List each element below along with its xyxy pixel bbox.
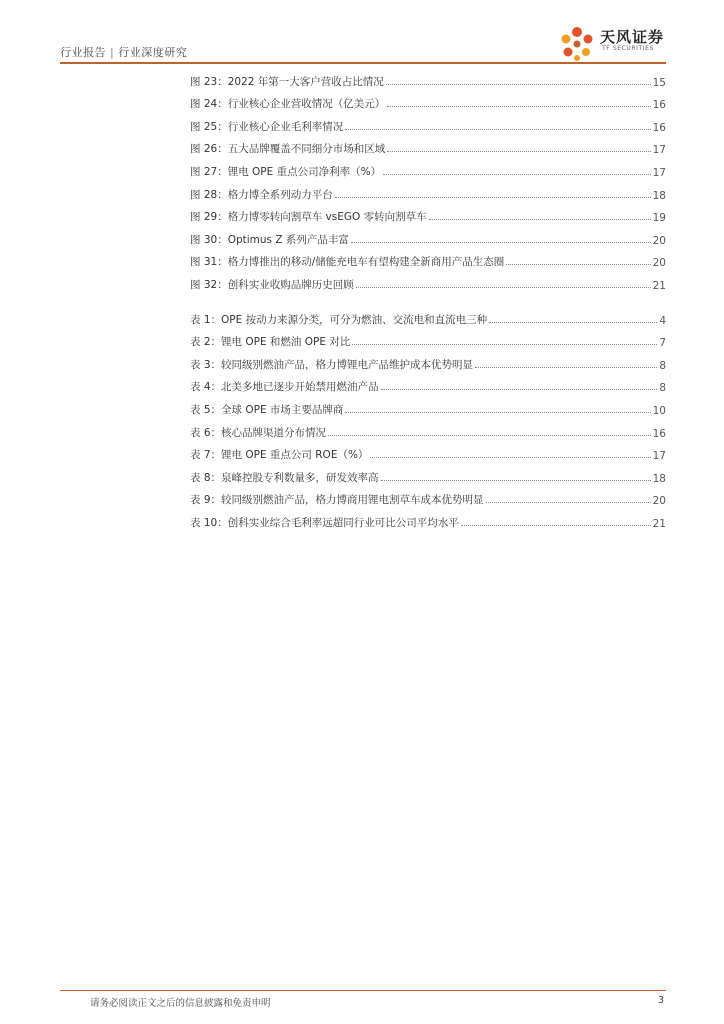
toc-leader-dots xyxy=(345,412,650,413)
toc-entry-page: 21 xyxy=(652,279,666,292)
toc-entry[interactable] xyxy=(190,224,666,247)
toc-entry[interactable] xyxy=(190,372,666,395)
toc-leader-dots xyxy=(351,242,651,243)
header-separator: | xyxy=(110,46,115,59)
toc-entry-page: 18 xyxy=(652,472,666,485)
toc-entry-label: 图 25：行业核心企业毛利率情况 xyxy=(190,120,344,133)
toc-entry-page: 20 xyxy=(652,234,666,247)
toc-leader-dots xyxy=(383,174,651,175)
header-report-subtype: 行业深度研究 xyxy=(118,46,188,59)
footer-disclaimer: 请务必阅读正文之后的信息披露和免责申明 xyxy=(90,998,271,1009)
toc-entry-label: 表 9：较同级别燃油产品，格力博商用锂电割草车成本优势明显 xyxy=(190,494,484,507)
flower-logo-icon xyxy=(556,24,598,64)
toc-entry-label: 图 24：行业核心企业营收情况（亿美元） xyxy=(190,98,386,111)
toc-leader-dots xyxy=(386,84,651,85)
toc-leader-dots xyxy=(486,502,651,503)
toc-entry[interactable] xyxy=(190,179,666,202)
toc-entry-page: 8 xyxy=(659,359,666,372)
toc-entry-page: 17 xyxy=(652,144,666,157)
toc-leader-dots xyxy=(429,219,651,220)
toc-entry-label: 图 30：Optimus Z 系列产品丰富 xyxy=(190,233,349,246)
toc-leader-dots xyxy=(461,525,651,526)
toc-leader-dots xyxy=(475,367,657,368)
toc-entry-page: 21 xyxy=(652,517,666,530)
toc-entry-label: 表 8：泉峰控股专利数量多，研发效率高 xyxy=(190,471,379,484)
list-gap xyxy=(190,292,666,304)
toc-entry-label: 表 2：锂电 OPE 和燃油 OPE 对比 xyxy=(190,336,351,349)
toc-entry[interactable] xyxy=(190,462,666,485)
footer-divider xyxy=(60,990,666,991)
toc-leader-dots xyxy=(370,457,650,458)
toc-entry-label: 表 10：创科实业综合毛利率远超同行业可比公司平均水平 xyxy=(190,516,459,529)
header-report-type: 行业报告 xyxy=(60,46,106,59)
toc-entry-label: 表 5：全球 OPE 市场主要品牌商 xyxy=(190,403,344,416)
toc-entry[interactable] xyxy=(190,507,666,530)
logo-chinese-name: 天风证券 xyxy=(600,28,665,46)
page-header xyxy=(60,28,666,64)
toc-entry[interactable] xyxy=(190,269,666,292)
toc-leader-dots xyxy=(381,389,658,390)
figure-list xyxy=(190,66,666,292)
toc-entry[interactable] xyxy=(190,327,666,350)
table-list xyxy=(190,304,666,530)
table-of-contents xyxy=(190,66,666,530)
toc-entry-label: 图 28：格力博全系列动力平台 xyxy=(190,188,333,201)
toc-entry-page: 16 xyxy=(652,121,666,134)
toc-entry[interactable] xyxy=(190,202,666,225)
toc-entry[interactable] xyxy=(190,111,666,134)
toc-entry-page: 4 xyxy=(659,314,666,327)
toc-entry-label: 图 31：格力博推出的移动/储能充电车有望构建全新商用产品生态圈 xyxy=(190,256,505,269)
toc-leader-dots xyxy=(328,435,651,436)
toc-entry[interactable] xyxy=(190,417,666,440)
toc-leader-dots xyxy=(335,197,651,198)
toc-leader-dots xyxy=(381,480,651,481)
toc-leader-dots xyxy=(387,151,650,152)
toc-entry-label: 图 27：锂电 OPE 重点公司净利率（%） xyxy=(190,165,382,178)
toc-entry-label: 图 29：格力博零转向割草车 vsEGO 零转向割草车 xyxy=(190,211,427,224)
toc-entry-label: 表 1：OPE 按动力来源分类，可分为燃油、交流电和直流电三种 xyxy=(190,313,488,326)
toc-leader-dots xyxy=(356,287,651,288)
toc-entry-label: 图 32：创科实业收购品牌历史回顾 xyxy=(190,278,354,291)
toc-entry[interactable] xyxy=(190,349,666,372)
toc-entry-page: 18 xyxy=(652,189,666,202)
toc-entry[interactable] xyxy=(190,440,666,463)
toc-entry-label: 表 4：北美多地已逐步开始禁用燃油产品 xyxy=(190,381,379,394)
toc-entry-page: 16 xyxy=(652,427,666,440)
page-number: 3 xyxy=(657,995,664,1006)
toc-entry-label: 表 7：锂电 OPE 重点公司 ROE（%） xyxy=(190,449,369,462)
toc-entry[interactable] xyxy=(190,394,666,417)
toc-entry-page: 19 xyxy=(652,212,666,225)
toc-entry-page: 17 xyxy=(652,450,666,463)
toc-entry-page: 8 xyxy=(659,382,666,395)
toc-entry[interactable] xyxy=(190,89,666,112)
toc-entry-page: 10 xyxy=(652,404,666,417)
toc-entry[interactable] xyxy=(190,485,666,508)
toc-entry[interactable] xyxy=(190,247,666,270)
toc-entry[interactable] xyxy=(190,156,666,179)
toc-leader-dots xyxy=(352,344,657,345)
toc-entry[interactable] xyxy=(190,304,666,327)
toc-leader-dots xyxy=(345,129,650,130)
toc-leader-dots xyxy=(489,322,657,323)
toc-entry-label: 表 3：较同级别燃油产品，格力博锂电产品维护成本优势明显 xyxy=(190,358,474,371)
toc-leader-dots xyxy=(506,264,650,265)
toc-entry-label: 表 6：核心品牌渠道分布情况 xyxy=(190,426,327,439)
toc-entry-page: 20 xyxy=(652,257,666,270)
toc-entry-page: 7 xyxy=(659,337,666,350)
toc-entry-page: 20 xyxy=(652,495,666,508)
header-category xyxy=(60,44,187,60)
toc-leader-dots xyxy=(387,106,650,107)
toc-entry-label: 图 26：五大品牌覆盖不同细分市场和区域 xyxy=(190,143,386,156)
company-logo xyxy=(556,24,666,64)
logo-english-name: TF SECURITIES xyxy=(602,45,654,52)
toc-entry-label: 图 23：2022 年第一大客户营收占比情况 xyxy=(190,75,384,88)
toc-entry[interactable] xyxy=(190,66,666,89)
toc-entry[interactable] xyxy=(190,134,666,157)
header-divider xyxy=(60,62,666,64)
toc-entry-page: 16 xyxy=(652,99,666,112)
toc-entry-page: 15 xyxy=(652,76,666,89)
toc-entry-page: 17 xyxy=(652,166,666,179)
